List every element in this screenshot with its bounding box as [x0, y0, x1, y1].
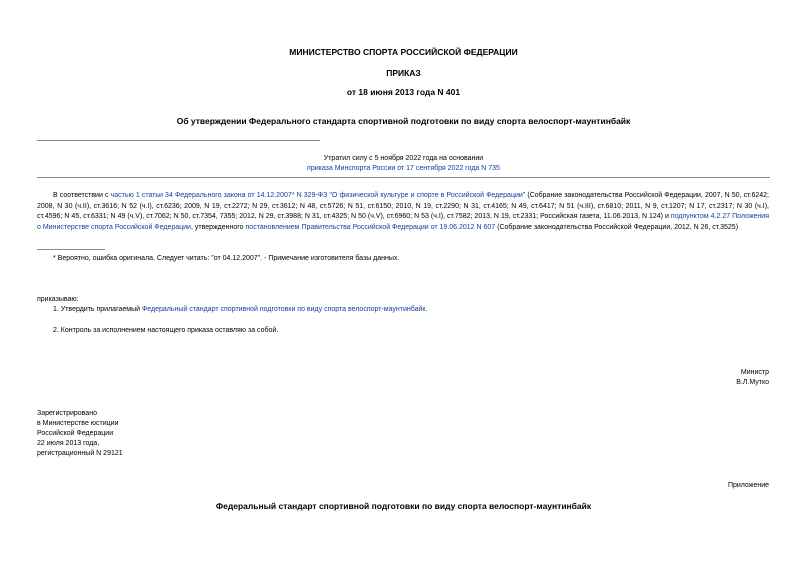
date-number: от 18 июня 2013 года N 401 — [346, 87, 461, 97]
registration-line-1: Зарегистрировано — [37, 410, 97, 417]
order-item-1 — [53, 305, 427, 315]
registration-line-3: Российской Федерации — [37, 430, 114, 437]
basis-text-3: (Собрание законодательства Российской Федерации, 2012, N 26, ст.3525) — [495, 223, 739, 231]
signature-position: Министр — [740, 369, 769, 376]
order-item-1-suffix: . — [425, 306, 428, 313]
basis-intro: В соответствии с — [53, 192, 111, 199]
order-item-2: 2. Контроль за исполнением настоящего приказа оставляю за собой. — [53, 327, 279, 334]
divider-top — [37, 140, 320, 141]
appendix-title: Федеральный стандарт спортивной подготовки по виду спорта велоспорт-маунтинбайк — [215, 501, 592, 511]
doc-type-heading: ПРИКАЗ — [386, 68, 421, 78]
registration-line-2: в Министерстве юстиции — [37, 420, 119, 427]
appendix-label: Приложение — [727, 482, 769, 489]
signature-name: В.Л.Мутко — [736, 379, 769, 386]
order-item-1-prefix: 1. Утвердить прилагаемый — [53, 306, 142, 313]
repeal-notice: Утратил силу с 5 ноября 2022 года на основании — [323, 155, 484, 162]
resolution-link[interactable]: постановлением Правительства Российской Федерации от 19.06.2012 N 607 — [245, 223, 496, 231]
law-link[interactable]: частью 1 статьи 34 Федерального закона от 14.12.2007* N 329-ФЗ "О физической культуре и спорте в Российской Федерации" — [110, 192, 526, 199]
prikazyvayu-label: приказываю: — [37, 296, 79, 303]
basis-text-2: , утвержденного — [190, 223, 246, 231]
repeal-notice-link[interactable]: приказа Минспорта России от 17 сентября 2022 года N 735 — [307, 165, 500, 172]
registration-line-5: регистрационный N 29121 — [37, 450, 123, 457]
footnote: * Вероятно, ошибка оригинала. Следует читать: "от 04.12.2007". - Примечание изготовителя базы данных. — [53, 255, 400, 262]
regulation-link[interactable]: подпунктом 4.2.27 Положения о Министерстве спорта Российской Федерации — [37, 213, 769, 231]
basis-paragraph — [37, 191, 769, 233]
document-title: Об утверждении Федерального стандарта спортивной подготовки по виду спорта велоспорт-маунтинбайк — [176, 116, 631, 126]
ministry-heading: МИНИСТЕРСТВО СПОРТА РОССИЙСКОЙ ФЕДЕРАЦИИ — [289, 47, 518, 57]
footnote-divider — [37, 249, 105, 250]
divider-bottom — [37, 177, 770, 178]
basis-text-1: (Собрание законодательства Российской Федерации, 2007, N 50, ст.6242; 2008, N 30 (ч.II), ст.3616; N 52 (ч.I), ст.6236; 2009, N 19, ст.2272; N 29, ст.3612; N 48, ст.5726; N 51, ст.6150; 2010, N 19, ст.2290; N 31, ст.4165; N 49, ст.6417; N 51 (ч.III), ст.6810; 2011, N 9, ст.1207; N 17, ст.2317; N 30 (ч.I), ст.4596; N 45, ст.6331; N 49 (ч.V), ст.7062; N 50, ст.7354, 7355; 2012, N 29, ст.3988; N 31, ст.4325; N 50 (ч.V), ст.6960; N 53 (ч.I), ст.7582; 2013, N 19, ст.2331; Российская газета, 11.06.2013, N 124) и — [37, 192, 769, 220]
standard-link[interactable]: Федеральный стандарт спортивной подготовки по виду спорта велоспорт-маунтинбайк — [141, 306, 426, 313]
registration-line-4: 22 июля 2013 года, — [37, 440, 100, 447]
